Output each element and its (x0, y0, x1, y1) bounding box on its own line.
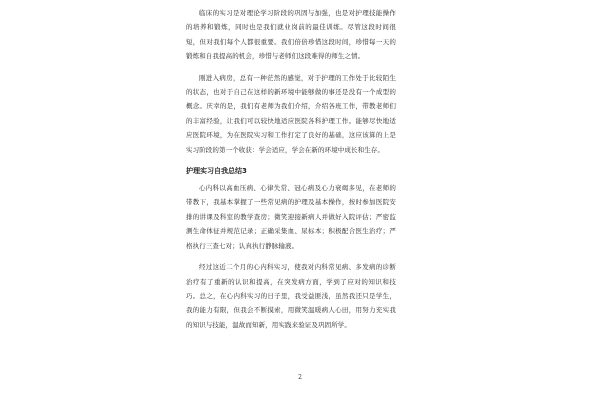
paragraph: 临床的实习是对理论学习阶段的巩固与加强，也是对护理技能操作的培养和锻炼，同时也是我们就业岗前的最佳训练。尽管这段时间很短，但对我们每个人都很重要。我们倍倍珍惜这段时间，珍惜每一天的锻炼和自我提高的机会，珍惜与老师们这段难得的师生之情。 (186, 9, 396, 61)
paragraph: 刚进入病房，总有一种茫然的感觉，对于护理的工作处于比较陌生的状态，也对于自己在这样的新环境中能够做的事还是没有一个成型的概念。庆幸的是，我们有老师为我们介绍，介绍各班工作，带教老师们的丰富经验，让我们可以较快地适应医院各科护理工作。能够尽快地适应医院环境，为在医院实习和工作打定了良好的基础，这应该算的上是实习阶段的第一个收获：学会适应，学会在新的环境中成长和生存。 (186, 73, 396, 154)
paragraph-gap (186, 253, 396, 260)
document-body (186, 6, 396, 332)
section-heading: 护理实习自我总结3 (186, 167, 247, 176)
paragraph-gap (186, 64, 396, 71)
paragraph: 经过这近二个月的心内科实习，使我对内科常见病、多发病的诊断治疗有了重新的认识和提高，在突发病方面，学到了应对的知识和技巧。总之，在心内科实习的日子里，我受益匪浅，虽然我还只是学生，我的能力有限，但我会不断摸索，用微笑温暖病人心田，用努力充实我的知识与技能，温故而知新，用实践来验证及巩固所学。 (186, 263, 396, 329)
paragraph-gap (186, 157, 396, 164)
paragraph: 心内科以高血压病、心律失常、冠心病及心力衰竭多见，在老师的带教下，我基本掌握了一些常见病的护理及基本操作，按时参加医院安排的讲课及科室的教学查房；微笑迎接新病人并做好入院评估；严密监测生命体征并规范记录；正确采集血、尿标本；积极配合医生治疗；严格执行三查七对；认真执行静脉输液。 (186, 184, 396, 250)
page-number: 2 (298, 374, 302, 381)
